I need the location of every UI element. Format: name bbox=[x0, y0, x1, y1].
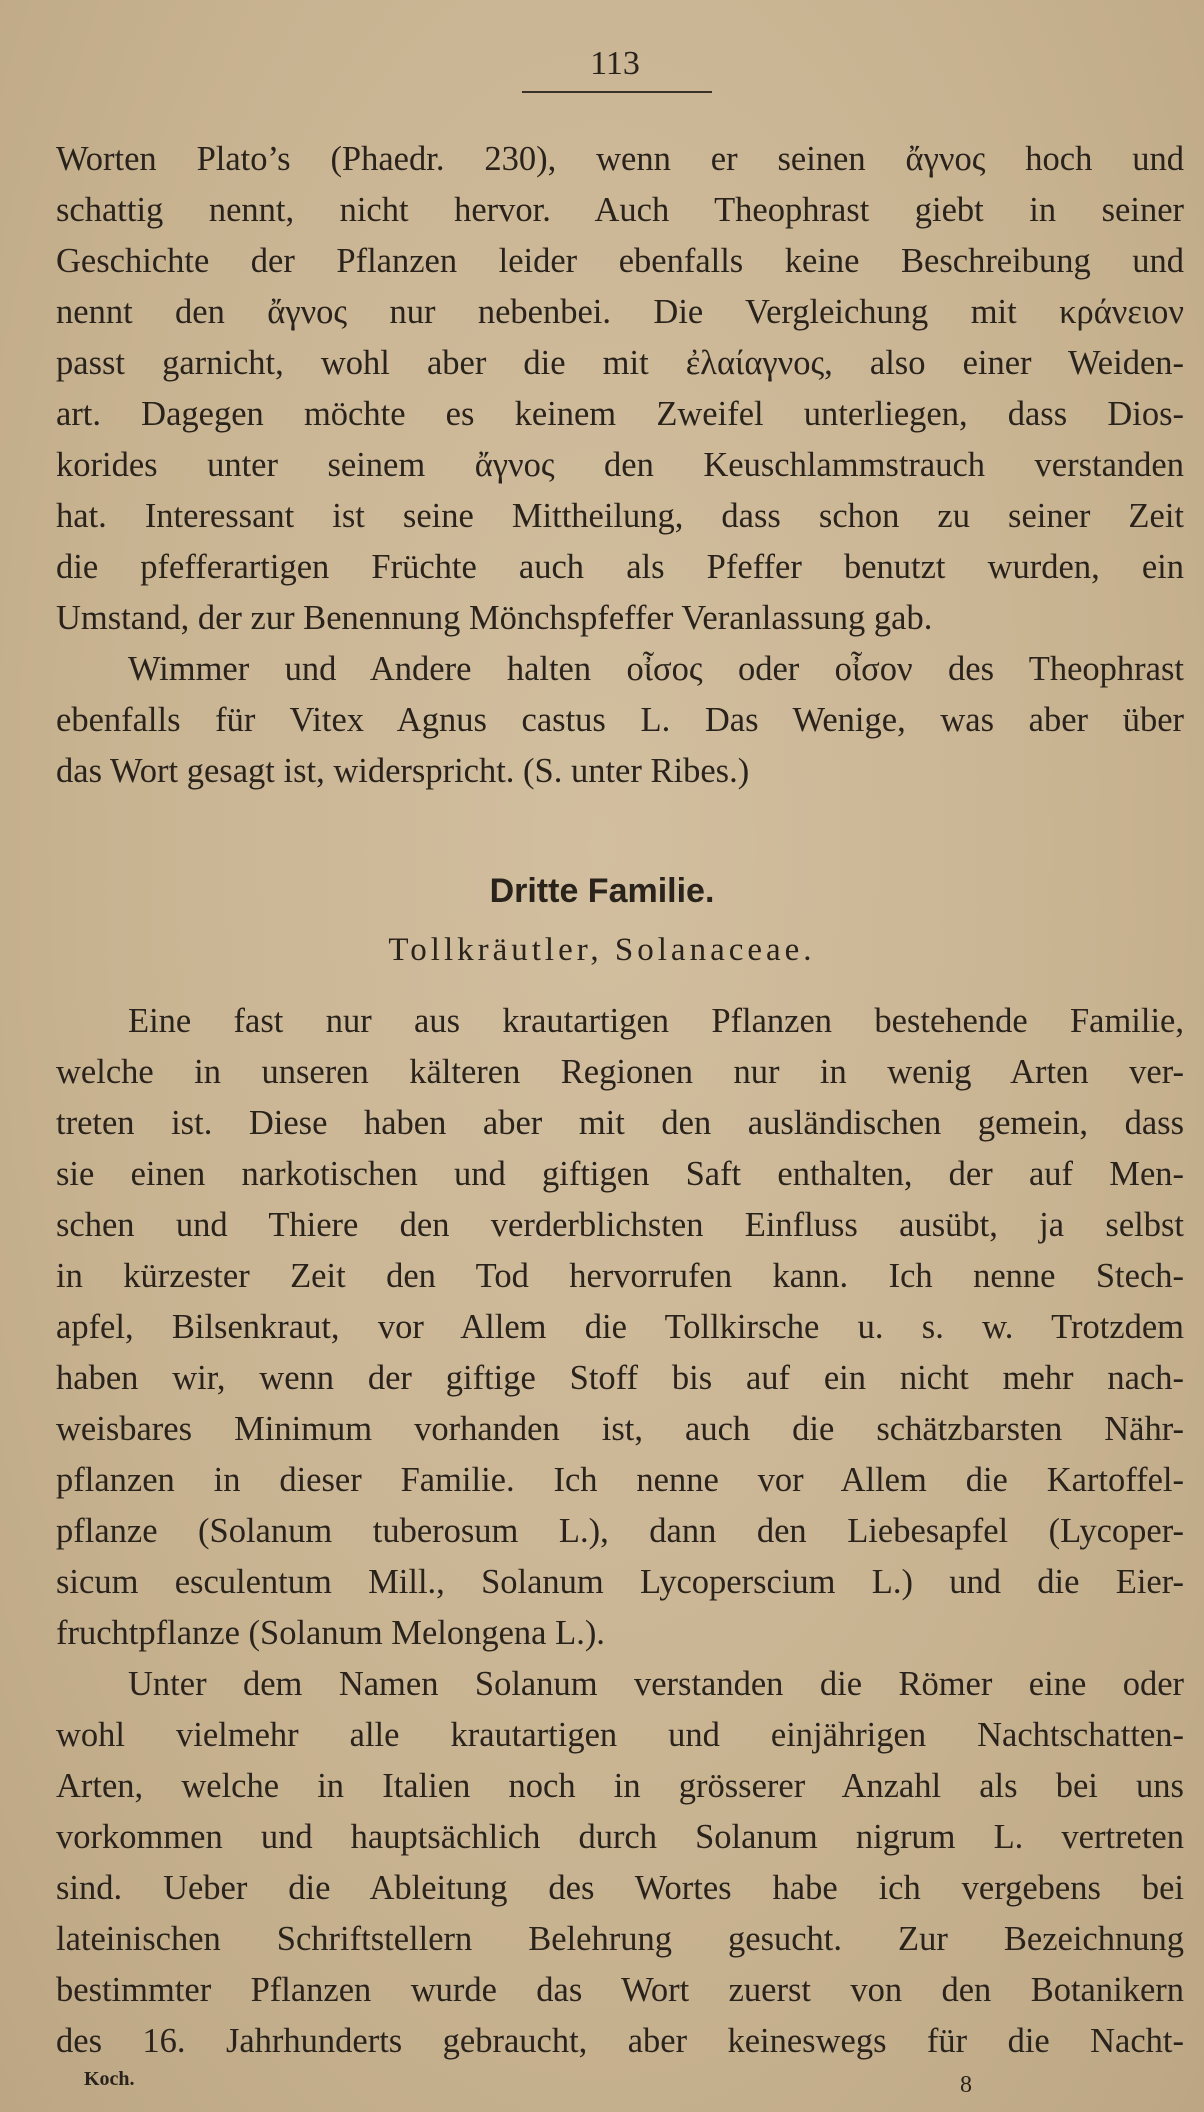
text-line: ebenfalls für Vitex Agnus castus L. Das Wenige, was aber über bbox=[56, 701, 1184, 739]
sheet-number: 8 bbox=[960, 2072, 972, 2098]
text-line: schattig nennt, nicht hervor. Auch Theophrast giebt in seiner bbox=[56, 191, 1184, 229]
text-line: Umstand, der zur Benennung Mönchspfeffer Veranlassung gab. bbox=[56, 599, 933, 637]
text-line: lateinischen Schriftstellern Belehrung gesucht. Zur Bezeichnung bbox=[56, 1920, 1184, 1958]
text-line: Eine fast nur aus krautartigen Pflanzen bestehende Familie, bbox=[128, 1002, 1184, 1040]
text-line: pflanzen in dieser Familie. Ich nenne vor Allem die Kartoffel- bbox=[56, 1461, 1184, 1499]
text-line: haben wir, wenn der giftige Stoff bis auf ein nicht mehr nach- bbox=[56, 1359, 1184, 1397]
text-line: bestimmter Pflanzen wurde das Wort zuerst von den Botanikern bbox=[56, 1971, 1184, 2009]
text-line: sie einen narkotischen und giftigen Saft enthalten, der auf Men- bbox=[56, 1155, 1184, 1193]
page-number: 113 bbox=[590, 45, 640, 82]
text-line: art. Dagegen möchte es keinem Zweifel unterliegen, dass Dios- bbox=[56, 395, 1184, 433]
text-line: korides unter seinem ἄγνος den Keuschlammstrauch verstanden bbox=[56, 446, 1184, 484]
text-line: Unter dem Namen Solanum verstanden die Römer eine oder bbox=[128, 1665, 1184, 1703]
section-heading: Dritte Familie. bbox=[489, 872, 715, 910]
text-line: weisbares Minimum vorhanden ist, auch die schätzbarsten Nähr- bbox=[56, 1410, 1184, 1448]
printer-signature: Koch. bbox=[84, 2068, 135, 2090]
text-line: das Wort gesagt ist, widerspricht. (S. unter Ribes.) bbox=[56, 752, 750, 790]
text-line: schen und Thiere den verderblichsten Einfluss ausübt, ja selbst bbox=[56, 1206, 1184, 1244]
text-line: wohl vielmehr alle krautartigen und einjährigen Nachtschatten- bbox=[56, 1716, 1184, 1754]
text-line: nennt den ἄγνος nur nebenbei. Die Vergleichung mit κράνειον bbox=[56, 293, 1184, 331]
text-line: die pfefferartigen Früchte auch als Pfeffer benutzt wurden, ein bbox=[56, 548, 1184, 586]
page-number-rule bbox=[522, 91, 712, 93]
text-line: sicum esculentum Mill., Solanum Lycoperscium L.) und die Eier- bbox=[56, 1563, 1184, 1601]
text-line: apfel, Bilsenkraut, vor Allem die Tollkirsche u. s. w. Trotzdem bbox=[56, 1308, 1184, 1346]
section-subheading: Tollkräutler, Solanaceae. bbox=[388, 932, 816, 968]
text-line: vorkommen und hauptsächlich durch Solanum nigrum L. vertreten bbox=[56, 1818, 1184, 1856]
text-line: pflanze (Solanum tuberosum L.), dann den Liebesapfel (Lycoper- bbox=[56, 1512, 1184, 1550]
text-line: Worten Plato’s (Phaedr. 230), wenn er seinen ἄγνος hoch und bbox=[56, 140, 1184, 178]
text-line: Wimmer und Andere halten οἶσος oder οἶσον des Theophrast bbox=[128, 650, 1184, 688]
text-line: welche in unseren kälteren Regionen nur in wenig Arten ver- bbox=[56, 1053, 1184, 1091]
text-line: sind. Ueber die Ableitung des Wortes habe ich vergebens bei bbox=[56, 1869, 1184, 1907]
text-line: des 16. Jahrhunderts gebraucht, aber keineswegs für die Nacht- bbox=[56, 2022, 1184, 2060]
text-line: Geschichte der Pflanzen leider ebenfalls keine Beschreibung und bbox=[56, 242, 1184, 280]
text-line: hat. Interessant ist seine Mittheilung, dass schon zu seiner Zeit bbox=[56, 497, 1184, 535]
text-line: fruchtpflanze (Solanum Melongena L.). bbox=[56, 1614, 605, 1652]
text-line: Arten, welche in Italien noch in grösserer Anzahl als bei uns bbox=[56, 1767, 1184, 1805]
text-line: in kürzester Zeit den Tod hervorrufen kann. Ich nenne Stech- bbox=[56, 1257, 1184, 1295]
text-line: passt garnicht, wohl aber die mit ἐλαίαγνος, also einer Weiden- bbox=[56, 344, 1184, 382]
text-line: treten ist. Diese haben aber mit den ausländischen gemein, dass bbox=[56, 1104, 1184, 1142]
